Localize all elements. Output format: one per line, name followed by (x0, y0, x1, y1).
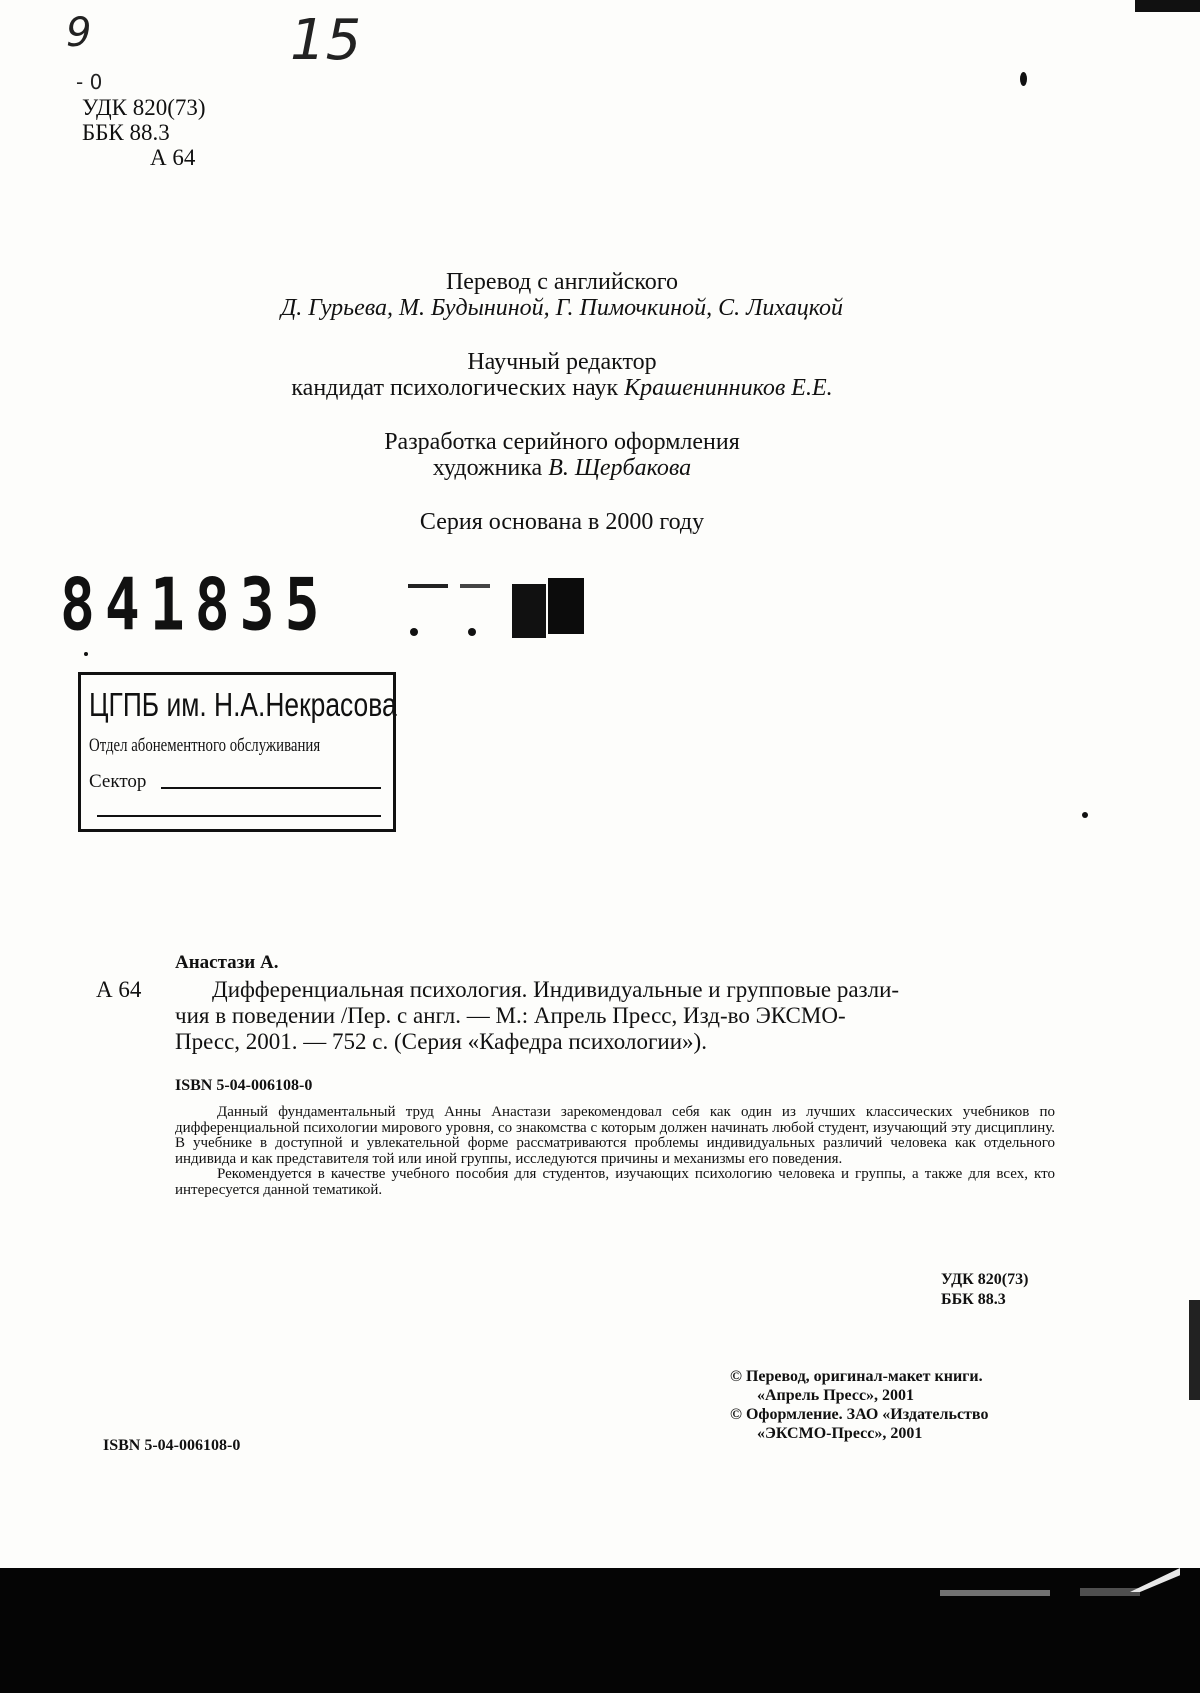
copyright-line-1: © Перевод, оригинал-макет книги. (730, 1368, 983, 1385)
entry-description-line3: Пресс, 2001. — 752 с. (Серия «Кафедра психологии»). (175, 1029, 707, 1054)
copyright-line-2: «Апрель Пресс», 2001 (757, 1387, 915, 1404)
editor-name: Крашенинников Е.Е. (624, 375, 833, 401)
editor-line (0, 374, 1162, 402)
inventory-number: 841835 (60, 561, 330, 647)
bbk-top: ББК 88.3 (82, 120, 170, 145)
udk-bottom: УДК 820(73) (941, 1271, 1029, 1288)
annotation-paragraph-2: Рекомендуется в качестве учебного пособия для студентов, изучающих психологию человека и группы, а также для всех, кто интересуется данной тематикой. (175, 1166, 1055, 1198)
copyright-line-4: «ЭКСМО-Пресс», 2001 (757, 1425, 923, 1442)
author-mark-top: А 64 (150, 145, 196, 170)
scan-edge-mark (1135, 0, 1200, 12)
isbn-bottom: ISBN 5-04-006108-0 (103, 1437, 241, 1454)
scan-speck (1020, 72, 1027, 86)
stamp-underline (97, 815, 381, 817)
annotation-paragraph-1: Данный фундаментальный труд Анны Анастази зарекомендовал себя как один из лучших классических учебников по дифференциальной психологии мирового уровня, со знакомства с которым должен начинать любой студент, изучающий эту дисциплину. В учебнике в доступной и увлекательной форме рассматриваются проблемы индивидуальных различий человека как отдельного индивида и как представителя той или иной группы, исследуются причины и механизмы его поведения. (175, 1104, 1055, 1167)
entry-description-line1: Дифференциальная психология. Индивидуальные и групповые разли- (212, 977, 900, 1002)
smudged-inventory-digits (400, 578, 588, 640)
scan-speck (1082, 812, 1088, 818)
annotation (175, 1105, 1055, 1198)
translators: Д. Гурьева, М. Будыниной, Г. Пимочкиной, С. Лихацкой (280, 295, 844, 321)
entry-isbn: ISBN 5-04-006108-0 (175, 1077, 313, 1094)
scan-speck (84, 652, 88, 656)
editor-label: Научный редактор (467, 349, 657, 375)
library-department: Отдел абонементного обслуживания (89, 735, 321, 756)
small-handwritten-mark: - 0 (76, 70, 103, 94)
copyright-line-3: © Оформление. ЗАО «Издательство (730, 1406, 989, 1423)
entry-code: А 64 (96, 977, 142, 1002)
entry-description-line2: чия в поведении /Пер. с англ. — М.: Апрель Пресс, Изд-во ЭКСМО- (175, 1003, 846, 1028)
design-prefix: художника (432, 455, 543, 481)
design-name: В. Щербакова (548, 455, 692, 481)
udk-top: УДК 820(73) (82, 95, 206, 120)
translation-label: Перевод с английского (445, 269, 679, 295)
entry-author: Анастази А. (175, 952, 279, 973)
series-founded: Серия основана в 2000 году (419, 509, 705, 535)
editor-prefix: кандидат психологических наук (291, 375, 619, 401)
handwritten-page-number: 15 (290, 8, 362, 73)
scan-edge-mark (1189, 1300, 1200, 1400)
design-label: Разработка серийного оформления (384, 429, 740, 455)
sector-line (161, 787, 381, 789)
handwritten-mark: 9 (66, 10, 92, 56)
scan-bottom-shadow (0, 1568, 1200, 1693)
sector-label: Сектор (89, 771, 147, 792)
library-name: ЦГПБ им. Н.А.Некрасова (89, 686, 397, 723)
bbk-bottom: ББК 88.3 (941, 1291, 1006, 1308)
design-line (0, 454, 1162, 482)
library-stamp (78, 672, 396, 832)
